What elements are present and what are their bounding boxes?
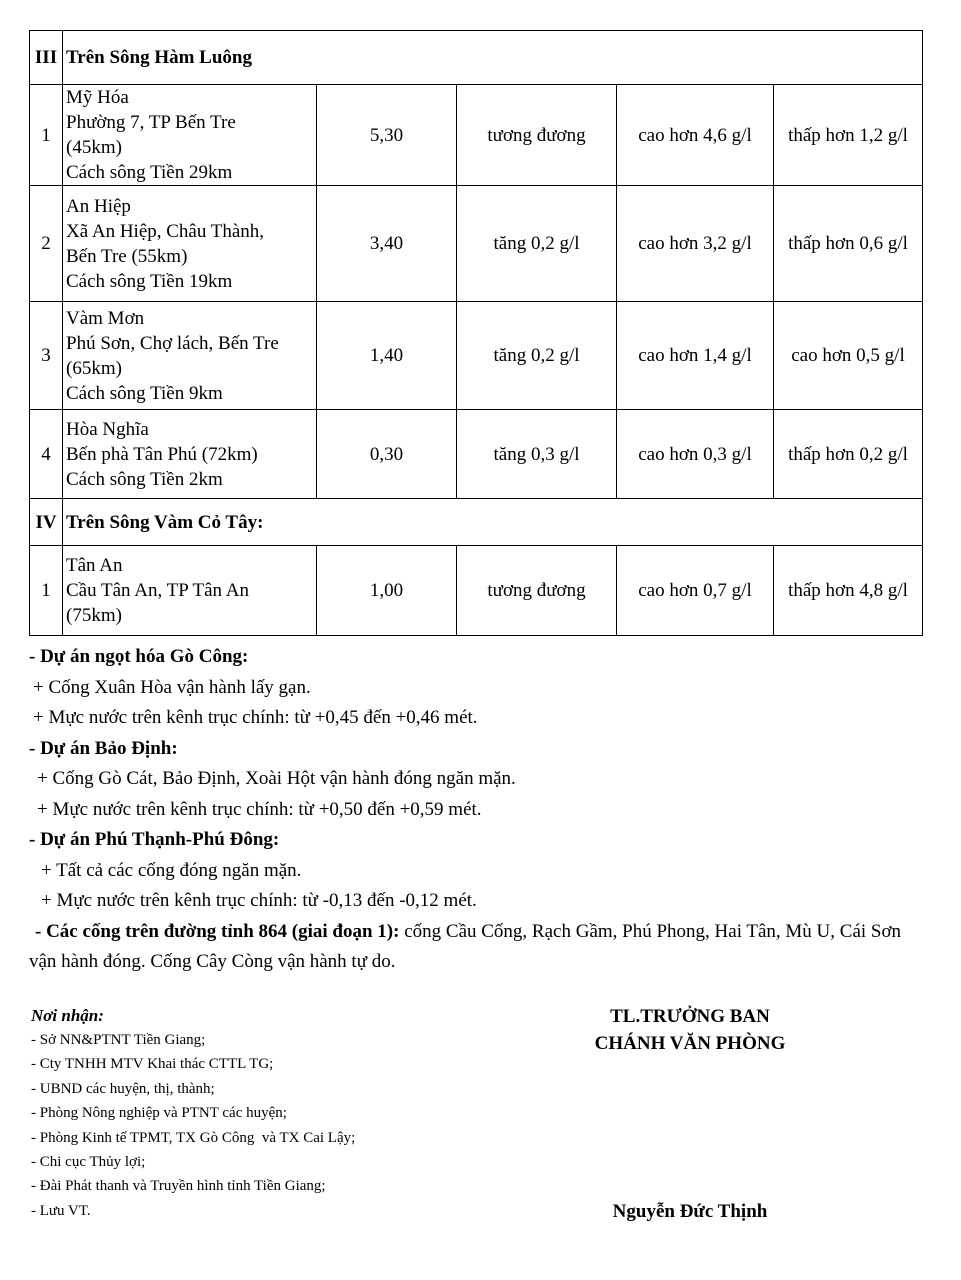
location-cell: [63, 85, 317, 186]
operation-notes: [29, 642, 929, 978]
location-line: Mỹ Hóa: [66, 87, 129, 108]
recipients-title: Nơi nhận:: [31, 1006, 104, 1025]
compare-b-value: thấp hơn 4,8 g/l: [774, 546, 923, 636]
recipient-item: - UBND các huyện, thị, thành;: [31, 1080, 215, 1097]
location-line: Cách sông Tiền 9km: [66, 382, 223, 404]
location-line: Phú Sơn, Chợ lách, Bến Tre: [66, 332, 279, 354]
compare-a-value: cao hơn 0,7 g/l: [617, 546, 774, 636]
location-line: (45km): [66, 137, 122, 158]
table-row: [30, 546, 923, 636]
note-text: cống Cầu Cống, Rạch Gầm, Phú Phong, Hai Tân, Mù U, Cái Sơn vận hành đóng. Cống Cây Còng vận hành tự do.: [29, 920, 902, 972]
compare-b-value: thấp hơn 0,6 g/l: [774, 186, 923, 302]
row-number: 1: [30, 85, 63, 186]
compare-a-value: cao hơn 3,2 g/l: [617, 186, 774, 302]
location-cell: [63, 546, 317, 636]
note-heading: - Dự án ngọt hóa Gò Công:: [29, 646, 249, 667]
note-item: + Mực nước trên kênh trục chính: từ +0,45 đến +0,46 mét.: [33, 707, 478, 728]
location-line: Hòa Nghĩa: [66, 418, 149, 440]
location-line: An Hiệp: [66, 195, 131, 217]
table-row: [30, 186, 923, 302]
recipient-item: - Sở NN&PTNT Tiền Giang;: [31, 1032, 206, 1048]
signature-title: TL.TRƯỞNG BAN: [610, 1006, 770, 1027]
location-line: (75km): [66, 605, 122, 626]
location-line: Tân An: [66, 555, 123, 576]
table-row: [30, 302, 923, 410]
note-item: + Cống Xuân Hòa vận hành lấy gạn.: [33, 676, 311, 698]
location-line: Bến Tre (55km): [66, 245, 188, 267]
recipient-item: - Đài Phát thanh và Truyền hình tỉnh Tiền Giang;: [31, 1178, 326, 1195]
change-value: tăng 0,2 g/l: [457, 302, 617, 410]
location-cell: [63, 186, 317, 302]
change-value: tăng 0,3 g/l: [457, 410, 617, 499]
compare-a-value: cao hơn 0,3 g/l: [617, 410, 774, 499]
signature-block: [560, 1003, 820, 1057]
section-number: IV: [30, 499, 63, 546]
change-value: tăng 0,2 g/l: [457, 186, 617, 302]
compare-b-value: thấp hơn 1,2 g/l: [774, 85, 923, 186]
location-cell: [63, 302, 317, 410]
table-row: [30, 410, 923, 499]
recipient-item: - Lưu VT.: [31, 1202, 91, 1219]
salinity-value: 3,40: [317, 186, 457, 302]
note-item: + Tất cả các cống đóng ngăn mặn.: [41, 859, 302, 881]
location-cell: [63, 410, 317, 499]
change-value: tương đương: [457, 546, 617, 636]
recipient-item: - Phòng Kinh tế TPMT, TX Gò Công và TX Cai Lậy;: [31, 1129, 356, 1146]
note-paragraph: [29, 917, 929, 978]
location-line: Phường 7, TP Bến Tre: [66, 112, 236, 133]
recipients-block: [31, 1003, 491, 1223]
location-line: Cách sông Tiền 29km: [66, 162, 233, 183]
salinity-value: 1,40: [317, 302, 457, 410]
section-number: III: [30, 31, 63, 85]
compare-b-value: cao hơn 0,5 g/l: [774, 302, 923, 410]
row-number: 4: [30, 410, 63, 499]
location-line: Vàm Mơn: [66, 307, 145, 329]
section-row: [30, 31, 923, 85]
note-item: + Mực nước trên kênh trục chính: từ +0,50 đến +0,59 mét.: [37, 798, 482, 820]
salinity-value: 5,30: [317, 85, 457, 186]
note-heading: - Các cống trên đường tỉnh 864 (giai đoạn 1):: [35, 920, 400, 942]
note-item: + Cống Gò Cát, Bảo Định, Xoài Hột vận hành đóng ngăn mặn.: [37, 768, 516, 789]
change-value: tương đương: [457, 85, 617, 186]
compare-a-value: cao hơn 4,6 g/l: [617, 85, 774, 186]
recipient-item: - Phòng Nông nghiệp và PTNT các huyện;: [31, 1105, 287, 1122]
signer-name: Nguyễn Đức Thịnh: [612, 1201, 768, 1222]
location-line: Cách sông Tiền 19km: [66, 270, 233, 292]
recipient-item: - Chi cục Thủy lợi;: [31, 1154, 146, 1171]
salinity-value: 0,30: [317, 410, 457, 499]
row-number: 1: [30, 546, 63, 636]
location-line: Bến phà Tân Phú (72km): [66, 443, 258, 465]
row-number: 3: [30, 302, 63, 410]
table-row: [30, 85, 923, 186]
signature-office: CHÁNH VĂN PHÒNG: [594, 1033, 786, 1054]
compare-a-value: cao hơn 1,4 g/l: [617, 302, 774, 410]
row-number: 2: [30, 186, 63, 302]
section-title: Trên Sông Hàm Luông: [63, 31, 923, 85]
salinity-table: [29, 30, 923, 636]
note-heading: - Dự án Bảo Định:: [29, 737, 178, 759]
section-row: [30, 499, 923, 546]
compare-b-value: thấp hơn 0,2 g/l: [774, 410, 923, 499]
salinity-value: 1,00: [317, 546, 457, 636]
location-line: Xã An Hiệp, Châu Thành,: [66, 220, 265, 242]
recipient-item: - Cty TNHH MTV Khai thác CTTL TG;: [31, 1056, 274, 1073]
note-heading: - Dự án Phú Thạnh-Phú Đông:: [29, 829, 280, 850]
location-line: (65km): [66, 357, 122, 379]
location-line: Cách sông Tiền 2km: [66, 468, 223, 490]
location-line: Cầu Tân An, TP Tân An: [66, 580, 249, 601]
note-item: + Mực nước trên kênh trục chính: từ -0,13 đến -0,12 mét.: [41, 890, 477, 911]
section-title: Trên Sông Vàm Cỏ Tây:: [63, 499, 923, 546]
